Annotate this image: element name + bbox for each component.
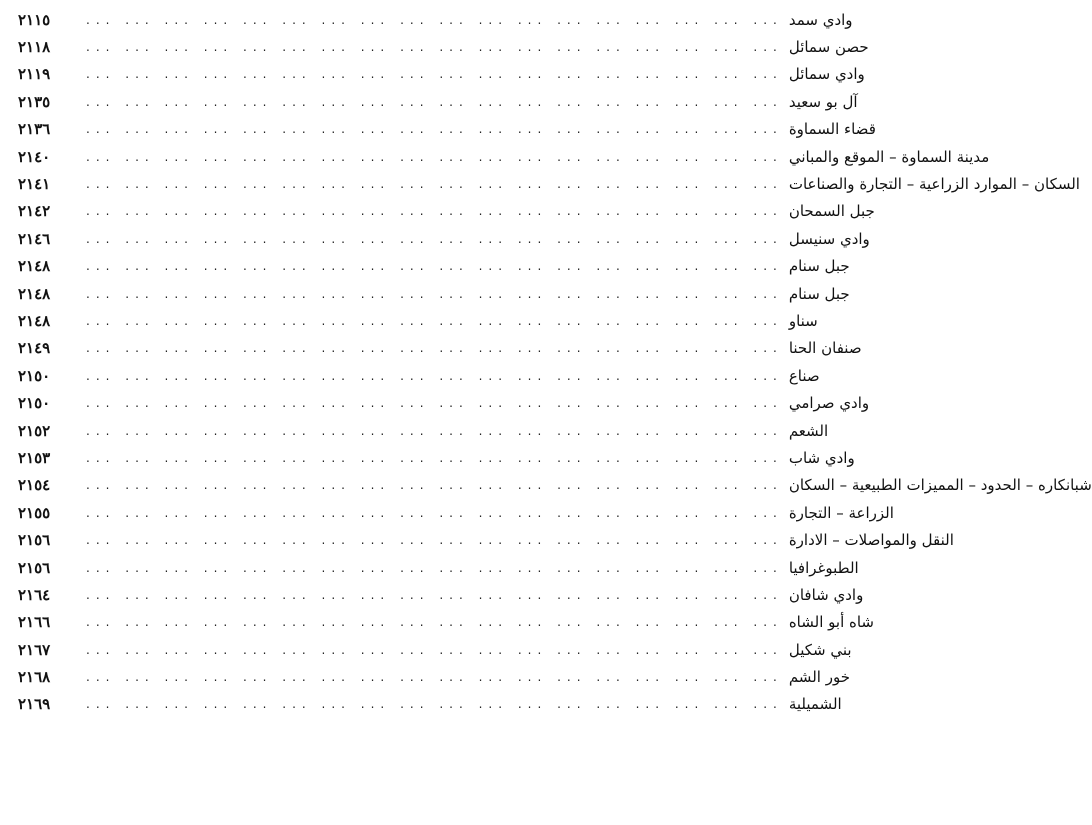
dot-leader: ... ... ... ... ... ... ... ... ... ... ... ... ... ... ... ... ... ...: [86, 122, 783, 137]
dot-leader: ... ... ... ... ... ... ... ... ... ... ... ... ... ... ... ... ... ...: [86, 560, 783, 575]
toc-entry-title: جبل سنام: [788, 257, 850, 276]
dot-leader: ... ... ... ... ... ... ... ... ... ... ... ... ... ... ... ... ... ...: [86, 478, 783, 493]
dot-leader: ... ... ... ... ... ... ... ... ... ... ... ... ... ... ... ... ... ...: [86, 40, 783, 55]
toc-page-number: ٢١٥٤: [18, 476, 51, 495]
toc-entry-title: مدينة السماوة – الموقع والمباني: [788, 147, 990, 166]
toc-page-number: ٢١٥٦: [18, 531, 51, 550]
dot-leader: ... ... ... ... ... ... ... ... ... ... ... ... ... ... ... ... ... ...: [86, 642, 783, 657]
toc-page-number: ٢١٦٨: [18, 668, 51, 687]
toc-page-number: ٢١٤١: [18, 175, 51, 194]
toc-entry: [18, 280, 850, 307]
toc-page-number: ٢١٤٩: [18, 339, 51, 358]
toc-entry: [18, 581, 864, 608]
toc-entry: [18, 609, 875, 636]
toc-page-number: ٢١١٨: [18, 38, 51, 57]
toc-page-number: ٢١٥٣: [18, 448, 51, 467]
dot-leader: ... ... ... ... ... ... ... ... ... ... ... ... ... ... ... ... ... ...: [86, 615, 783, 630]
toc-entry-title: الطبوغرافيا: [788, 558, 859, 577]
toc-page-number: ٢١٣٦: [18, 120, 51, 139]
toc-entry-title: حصن سمائل: [788, 38, 869, 57]
toc-entry-title: السكان – الموارد الزراعية – التجارة والصناعات: [788, 175, 1080, 194]
toc-entry: [18, 253, 850, 280]
toc-page-number: ٢١٥٠: [18, 366, 51, 385]
toc-entry-title: وادي شاب: [788, 448, 855, 467]
dot-leader: ... ... ... ... ... ... ... ... ... ... ... ... ... ... ... ... ... ...: [86, 204, 783, 219]
toc-entry: [18, 116, 876, 143]
toc-entry-title: قضاء السماوة: [788, 120, 876, 139]
toc-page-number: ٢١٦٧: [18, 640, 51, 659]
toc-entry: [18, 61, 865, 88]
dot-leader: ... ... ... ... ... ... ... ... ... ... ... ... ... ... ... ... ... ...: [86, 177, 783, 192]
dot-leader: ... ... ... ... ... ... ... ... ... ... ... ... ... ... ... ... ... ...: [86, 12, 783, 27]
toc-entry-title: خور الشم: [788, 668, 850, 687]
toc-entry: [18, 307, 818, 334]
toc-page-number: ٢١٥٠: [18, 394, 51, 413]
toc-page-number: ٢١٣٥: [18, 92, 51, 111]
toc-page-number: ٢١٥٥: [18, 503, 51, 522]
toc-entry: [18, 225, 870, 252]
toc-entry: [18, 198, 875, 225]
toc-entry: [18, 499, 894, 526]
toc-entry-title: صنفان الحنا: [788, 339, 862, 358]
toc-entry: [18, 6, 853, 33]
toc-page-number: ٢١٤٨: [18, 257, 51, 276]
dot-leader: ... ... ... ... ... ... ... ... ... ... ... ... ... ... ... ... ... ...: [86, 67, 783, 82]
toc-entry-title: سناو: [788, 311, 818, 330]
toc-page-number: ٢١٦٦: [18, 613, 51, 632]
dot-leader: ... ... ... ... ... ... ... ... ... ... ... ... ... ... ... ... ... ...: [86, 94, 783, 109]
toc-entry: [18, 636, 852, 663]
toc-entry-title: بني شكيل: [788, 640, 852, 659]
toc-page-number: ٢١٤٢: [18, 202, 51, 221]
toc-entry: [18, 335, 862, 362]
toc-entry-title: وادي شافان: [788, 585, 864, 604]
toc-entry: [18, 526, 954, 553]
toc-entry: [18, 472, 1092, 499]
toc-page-number: ٢١١٥: [18, 10, 51, 29]
dot-leader: ... ... ... ... ... ... ... ... ... ... ... ... ... ... ... ... ... ...: [86, 368, 783, 383]
toc-entry: [18, 33, 869, 60]
toc-entry: [18, 88, 858, 115]
toc-page-number: ٢١٥٢: [18, 421, 51, 440]
dot-leader: ... ... ... ... ... ... ... ... ... ... ... ... ... ... ... ... ... ...: [86, 396, 783, 411]
toc-page-number: ٢١٥٦: [18, 558, 51, 577]
dot-leader: ... ... ... ... ... ... ... ... ... ... ... ... ... ... ... ... ... ...: [86, 286, 783, 301]
dot-leader: ... ... ... ... ... ... ... ... ... ... ... ... ... ... ... ... ... ...: [86, 450, 783, 465]
dot-leader: ... ... ... ... ... ... ... ... ... ... ... ... ... ... ... ... ... ...: [86, 670, 783, 685]
dot-leader: ... ... ... ... ... ... ... ... ... ... ... ... ... ... ... ... ... ...: [86, 149, 783, 164]
toc-page-number: ٢١٦٩: [18, 695, 51, 714]
dot-leader: ... ... ... ... ... ... ... ... ... ... ... ... ... ... ... ... ... ...: [86, 231, 783, 246]
toc-entry: [18, 362, 820, 389]
toc-entry: [18, 389, 870, 416]
toc-entry-title: وادي سنيسل: [788, 229, 870, 248]
toc-entry-title: وادي صرامي: [788, 394, 870, 413]
toc-entry: [18, 663, 850, 690]
toc-entry-title: وادي سمد: [788, 10, 853, 29]
toc-entry-title: شبانكاره – الحدود – المميزات الطبيعية – السكان: [788, 476, 1092, 495]
toc-entry: [18, 143, 990, 170]
toc-entry-title: جبل السمحان: [788, 202, 875, 221]
toc-page-number: ٢١١٩: [18, 65, 51, 84]
toc-entry-title: الشعم: [788, 421, 829, 440]
toc-entry-title: النقل والمواصلات – الادارة: [788, 531, 954, 550]
toc-entry-title: جبل سنام: [788, 284, 850, 303]
toc-entry-title: وادي سمائل: [788, 65, 865, 84]
toc-entry-title: آل بو سعيد: [788, 92, 858, 111]
toc-entry: [18, 554, 859, 581]
dot-leader: ... ... ... ... ... ... ... ... ... ... ... ... ... ... ... ... ... ...: [86, 313, 783, 328]
table-of-contents: [18, 6, 1092, 718]
toc-page-number: ٢١٤٨: [18, 284, 51, 303]
dot-leader: ... ... ... ... ... ... ... ... ... ... ... ... ... ... ... ... ... ...: [86, 341, 783, 356]
toc-page-number: ٢١٦٤: [18, 585, 51, 604]
toc-entry-title: شاه أبو الشاه: [788, 613, 875, 632]
dot-leader: ... ... ... ... ... ... ... ... ... ... ... ... ... ... ... ... ... ...: [86, 505, 783, 520]
dot-leader: ... ... ... ... ... ... ... ... ... ... ... ... ... ... ... ... ... ...: [86, 533, 783, 548]
toc-entry-title: صناع: [788, 366, 820, 385]
toc-page-number: ٢١٤٠: [18, 147, 51, 166]
dot-leader: ... ... ... ... ... ... ... ... ... ... ... ... ... ... ... ... ... ...: [86, 697, 783, 712]
dot-leader: ... ... ... ... ... ... ... ... ... ... ... ... ... ... ... ... ... ...: [86, 423, 783, 438]
toc-entry-title: الشميلية: [788, 695, 842, 714]
toc-entry: [18, 691, 842, 718]
toc-entry: [18, 170, 1080, 197]
toc-entry: [18, 417, 829, 444]
toc-page-number: ٢١٤٦: [18, 229, 51, 248]
toc-entry: [18, 444, 855, 471]
dot-leader: ... ... ... ... ... ... ... ... ... ... ... ... ... ... ... ... ... ...: [86, 259, 783, 274]
toc-page-number: ٢١٤٨: [18, 311, 51, 330]
toc-entry-title: الزراعة – التجارة: [788, 503, 894, 522]
dot-leader: ... ... ... ... ... ... ... ... ... ... ... ... ... ... ... ... ... ...: [86, 587, 783, 602]
